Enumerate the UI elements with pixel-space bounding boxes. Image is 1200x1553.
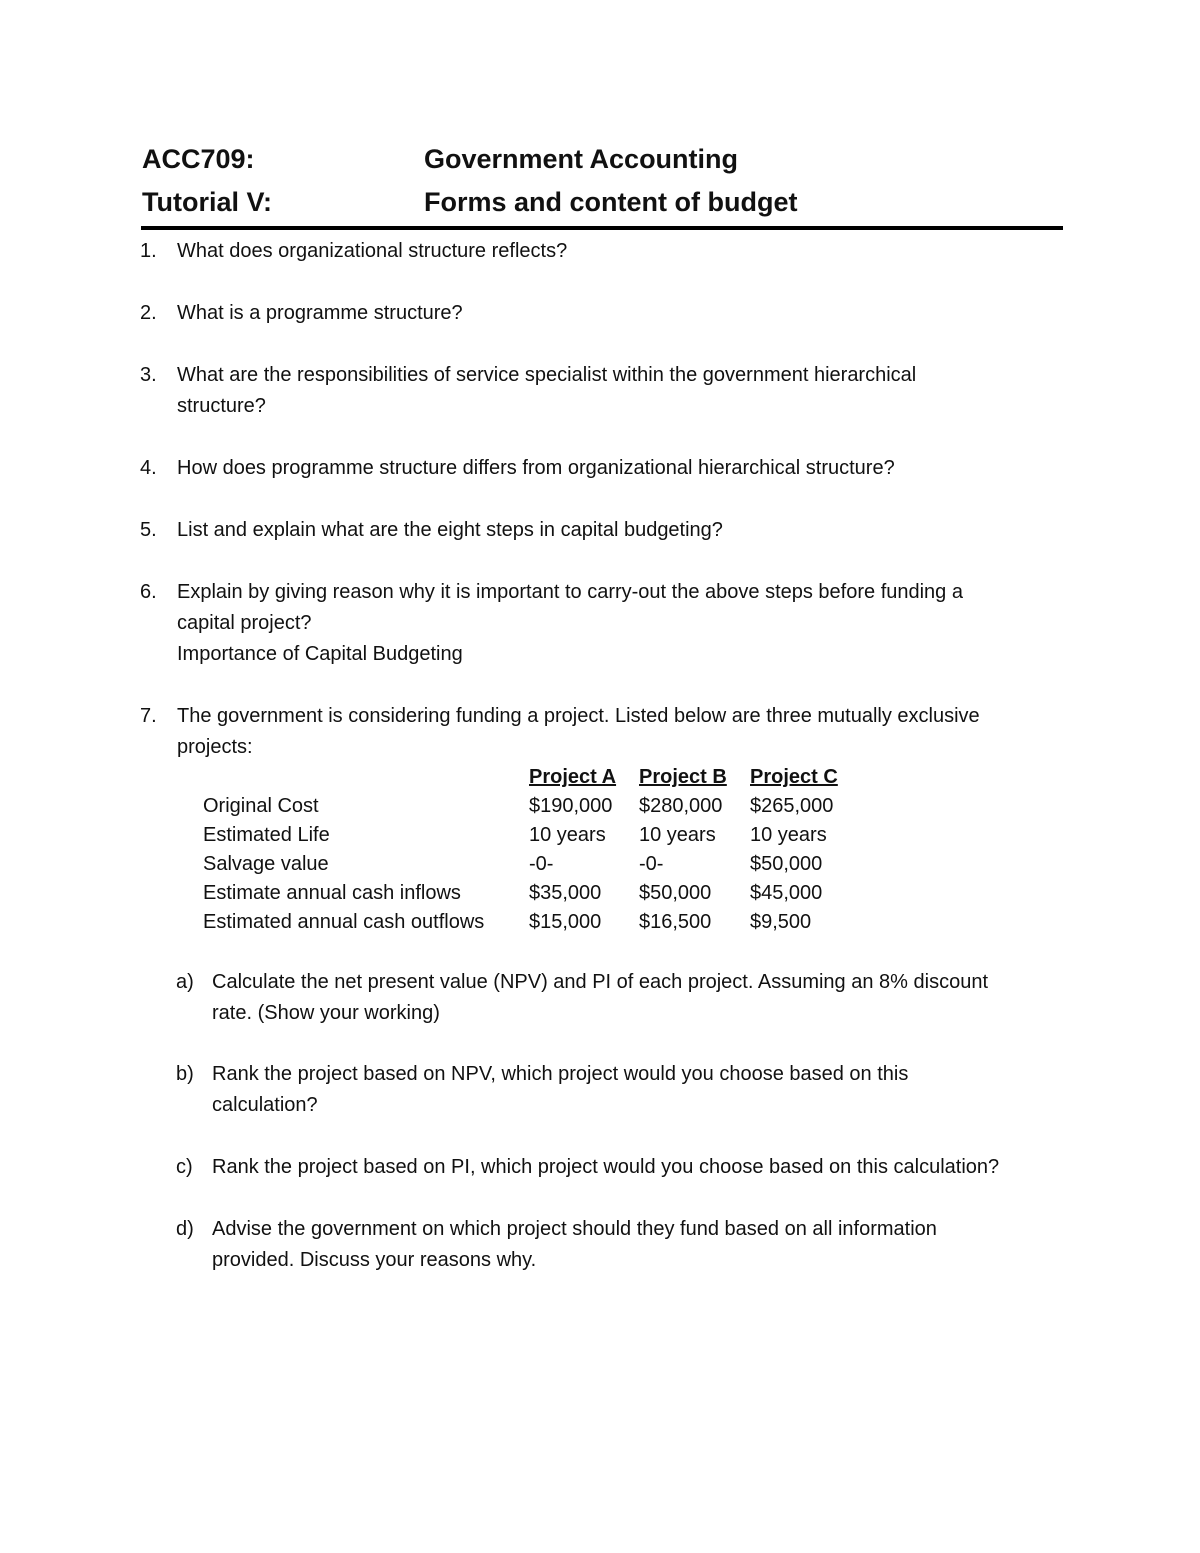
question-text: The government is considering funding a project. Listed below are three mutually exclusive xyxy=(177,705,980,727)
question-number: 7. xyxy=(140,705,157,727)
subquestion-label: a) xyxy=(176,971,194,993)
table-cell: 10 years xyxy=(639,824,716,846)
question-text: What is a programme structure? xyxy=(177,302,463,324)
course-code: ACC709: xyxy=(142,144,255,174)
question-number: 2. xyxy=(140,302,157,324)
table-cell: $50,000 xyxy=(639,882,712,904)
question-text: projects: xyxy=(177,736,253,758)
table-cell: $35,000 xyxy=(529,882,602,904)
question-text: List and explain what are the eight steps in capital budgeting? xyxy=(177,519,723,541)
table-cell: 10 years xyxy=(529,824,606,846)
subquestion-label: c) xyxy=(176,1156,193,1178)
row-label: Estimated Life xyxy=(203,824,330,846)
subquestion-label: b) xyxy=(176,1063,194,1085)
subquestion-label: d) xyxy=(176,1218,194,1240)
table-cell: -0- xyxy=(639,853,664,875)
row-label: Estimated annual cash outflows xyxy=(203,911,485,933)
question-subheading: Importance of Capital Budgeting xyxy=(177,643,463,665)
question-number: 3. xyxy=(140,364,157,386)
table-cell: $9,500 xyxy=(750,911,812,933)
table-cell: $16,500 xyxy=(639,911,712,933)
subquestion-text: provided. Discuss your reasons why. xyxy=(212,1249,537,1271)
table-cell: $265,000 xyxy=(750,795,834,817)
question-number: 1. xyxy=(140,240,157,262)
row-label: Salvage value xyxy=(203,853,329,875)
subquestion-text: calculation? xyxy=(212,1094,318,1116)
course-row xyxy=(142,138,1064,181)
table-cell: $190,000 xyxy=(529,795,613,817)
question-number: 5. xyxy=(140,519,157,541)
column-header: Project B xyxy=(639,766,727,788)
question-number: 4. xyxy=(140,457,157,479)
question-text: What are the responsibilities of service specialist within the government hierarchical xyxy=(177,364,917,386)
table-cell: $50,000 xyxy=(750,853,823,875)
table-cell: $15,000 xyxy=(529,911,602,933)
table-cell: 10 years xyxy=(750,824,827,846)
course-title: Government Accounting xyxy=(424,144,739,174)
tutorial-row xyxy=(142,181,1064,224)
row-label: Original Cost xyxy=(203,795,319,817)
row-label: Estimate annual cash inflows xyxy=(203,882,461,904)
column-header: Project C xyxy=(750,766,838,788)
subquestion-text: Rank the project based on NPV, which project would you choose based on this xyxy=(212,1063,909,1085)
question-number: 6. xyxy=(140,581,157,603)
subquestion-text: Advise the government on which project should they fund based on all information xyxy=(212,1218,937,1240)
table-cell: -0- xyxy=(529,853,554,875)
subquestion-text: rate. (Show your working) xyxy=(212,1002,440,1024)
table-cell: $45,000 xyxy=(750,882,823,904)
question-text: Explain by giving reason why it is important to carry-out the above steps before funding a xyxy=(177,581,963,603)
header-divider xyxy=(141,226,1063,230)
tutorial-title: Forms and content of budget xyxy=(424,187,798,217)
question-text: capital project? xyxy=(177,612,312,634)
column-header: Project A xyxy=(529,766,617,788)
subquestion-text: Calculate the net present value (NPV) and PI of each project. Assuming an 8% discount xyxy=(212,971,988,993)
table-cell: $280,000 xyxy=(639,795,723,817)
document-header xyxy=(142,138,1064,224)
question-text: structure? xyxy=(177,395,266,417)
question-text: How does programme structure differs from organizational hierarchical structure? xyxy=(177,457,895,479)
tutorial-code: Tutorial V: xyxy=(142,187,273,217)
subquestion-text: Rank the project based on PI, which project would you choose based on this calculation? xyxy=(212,1156,1000,1178)
question-text: What does organizational structure reflects? xyxy=(177,240,568,262)
